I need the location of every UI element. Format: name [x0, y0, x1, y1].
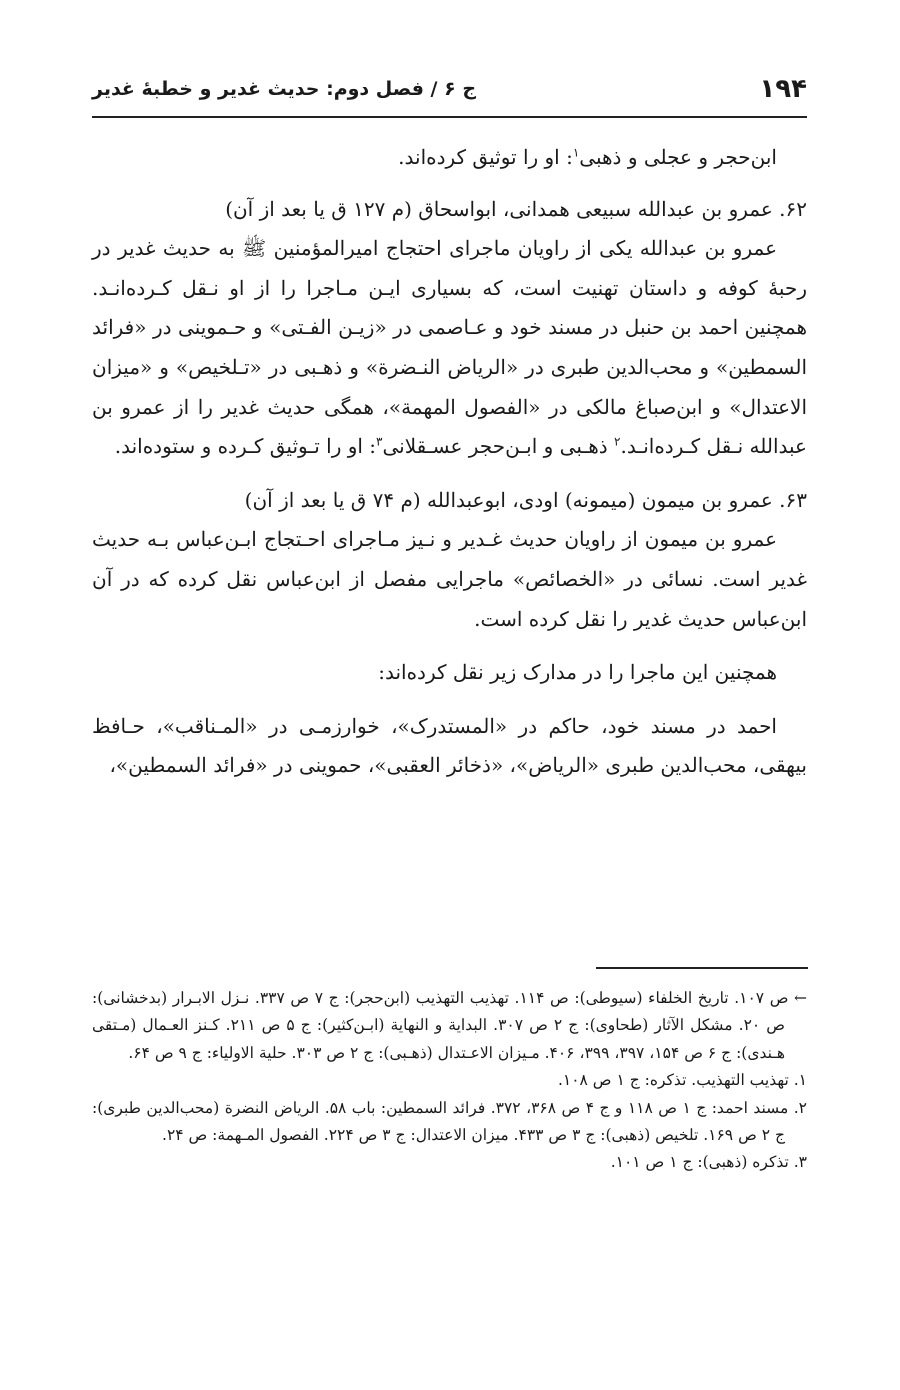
entry-62-paragraph: [92, 229, 807, 467]
footnote-divider: [596, 967, 808, 969]
entry-62-heading: ۶۲. عمرو بن عبدالله سبیعی همدانی، ابواسحاق (م ۱۲۷ ق یا بعد از آن): [225, 196, 807, 221]
footnote-ref-3: ۳: [376, 434, 383, 449]
footnote-2: ۲. مسند احمد: ج ۱ ص ۱۱۸ و ج ۴ ص ۳۶۸، ۳۷۲. فرائد السمطین: باب ۵۸. الریاض النضرة (محب‌الدین طبری): ج ۲ ص ۱۶۹. تلخیص (ذهبی): ج ۳ ص ۴۳۳. میزان الاعتدال: ج ۳ ص ۲۲۴. الفصول المـهمة: ص ۲۴.: [92, 1098, 807, 1145]
entry-63-paragraph-2: همچنین این ماجرا را در مدارک زیر نقل کرده‌اند:: [378, 660, 777, 685]
page-number: ۱۹۴: [759, 74, 807, 104]
entry-63-heading: ۶۳. عمرو بن میمون (میمونه) اودی، ابوعبدالله (م ۷۴ ق یا بعد از آن): [244, 487, 807, 512]
footnote-continued: ← ص ۱۰۷. تاریخ الخلفاء (سیوطی): ص ۱۱۴. تهذیب التهذیب (ابن‌حجر): ج ۷ ص ۳۳۷. نـزل الابـرار (بدخشانی): ص ۲۰. مشکل الآثار (طحاوی): ج ۲ ص ۳۰۷. البدایة و النهایة (ابـن‌کثیر): ج ۵ ص ۲۱۱. کـنز العـمال (مـتقی هـندی): ج ۶ ص ۱۵۴، ۳۹۷، ۳۹۹، ۴۰۶. مـیزان الاعـتدال (ذهـبی): ج ۲ ص ۳۰۳. حلیة الاولیاء: ج ۹ ص ۶۴.: [92, 989, 808, 1062]
footnotes: [92, 985, 807, 1177]
footnote-ref-1: ۱: [572, 145, 580, 160]
intro-text: ابن‌حجر و عجلی و ذهبی: [579, 145, 777, 169]
entry-63-paragraph-3: احمد در مسند خود، حاکم در «المستدرک»، خوارزمـی در «المـناقب»، حـافظ بیهقی، محب‌الدین طبری «الریاض»، «ذخائر العقبی»، حموینی در «فرائد السمطین»،: [92, 713, 807, 778]
intro-paragraph: [92, 138, 807, 178]
intro-text-end: : او را توثیق کرده‌اند.: [398, 145, 573, 169]
entry-62-text-b: ذهـبی و ابـن‌حجر عسـقلانی: [382, 434, 615, 459]
footnote-ref-2: ۲: [614, 434, 621, 449]
entry-62-text: عمرو بن عبدالله یکی از راویان ماجرای احتجاج امیرالمؤمنین ﷺ به حدیث غدیر در رحبهٔ کوفه و داستان تهنیت است، که بسیاری ایـن مـاجرا را از او نـقل کـرده‌انـد. همچنین احمد بن حنبل در مسند خود و عـاصمی در «زیـن الفـتی» و حـموینی در «فرائد السمطین» و محب‌الدین طبری در «الریاض النـضرة» و ذهـبی در «تـلخیص» و «میزان الاعتدال» و ابن‌صباغ مالکی در «الفصول المهمة»، همگی حدیث غدیر را از عمرو بن عبدالله نـقل کـرده‌انـد.: [92, 236, 808, 459]
main-text: [92, 138, 807, 786]
footnote-3: ۳. تذکره (ذهبی): ج ۱ ص ۱۰۱.: [610, 1153, 807, 1172]
entry-63-paragraph: عمرو بن میمون از راویان حدیث غـدیر و نـیز مـاجرای احـتجاج ابـن‌عباس بـه حدیث غدیر است. نسائی در «الخصائص» ماجرایی مفصل از ابن‌عباس نقل کرده که در آن ابن‌عباس حدیث غدیر را نقل کرده است.: [92, 527, 807, 631]
running-title: ج ۶ / فصل دوم: حدیث غدیر و خطبهٔ غدیر: [92, 78, 477, 100]
entry-62-text-c: : او را تـوثیق کـرده و ستوده‌اند.: [114, 434, 377, 459]
footnote-1: ۱. تهذیب التهذیب. تذکره: ج ۱ ص ۱۰۸.: [557, 1071, 807, 1090]
page-header: [92, 70, 807, 118]
